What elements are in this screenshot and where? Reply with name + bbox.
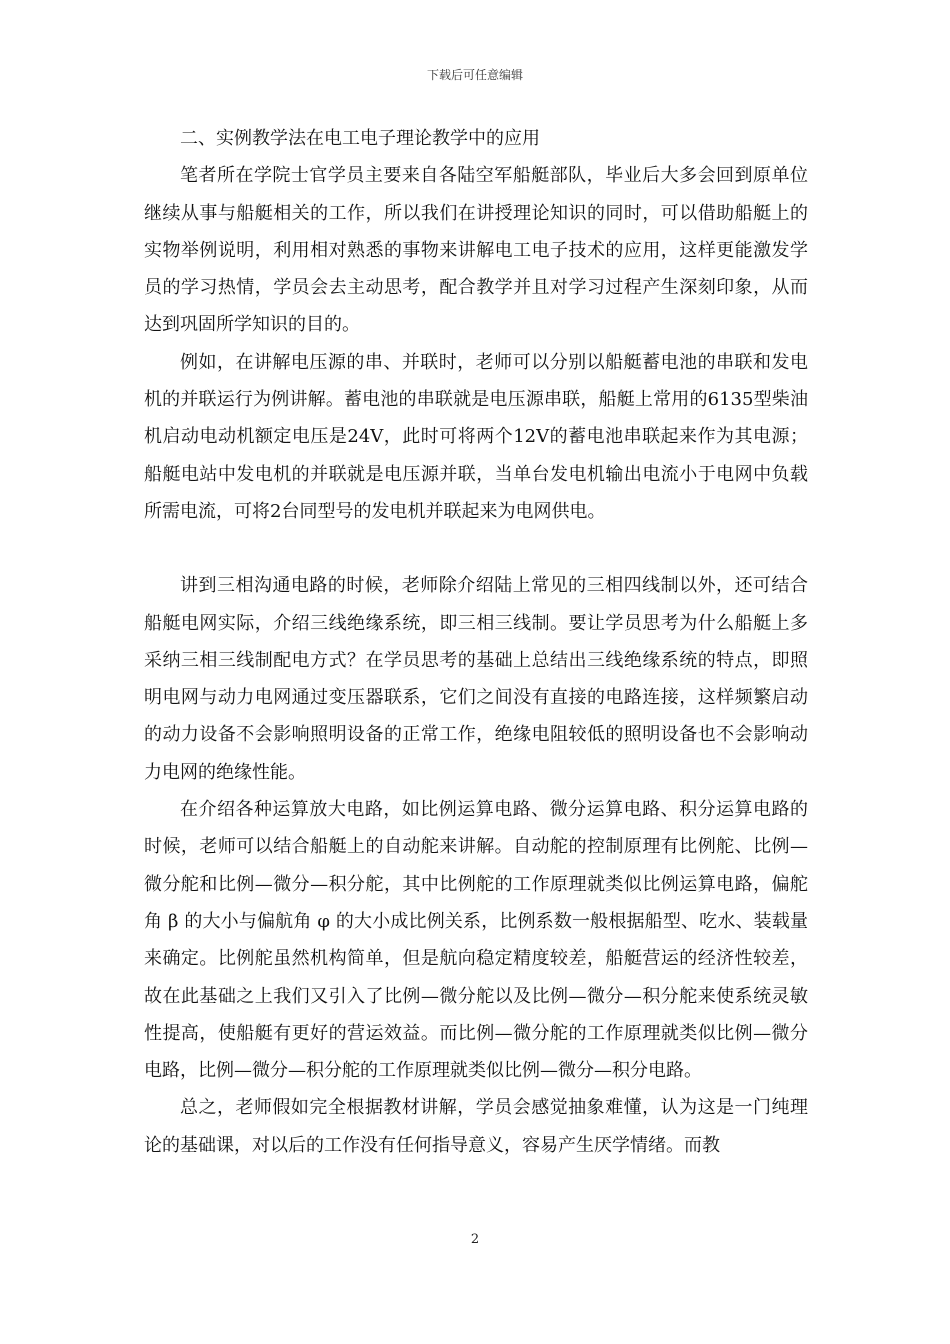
paragraph-5: 总之，老师假如完全根据教材讲解，学员会感觉抽象难懂，认为这是一门纯理论的基础课，对以后的工作没有任何指导意义，容易产生厌学情绪。而教 [144,1097,808,1156]
paragraph-4: 在介绍各种运算放大电路，如比例运算电路、微分运算电路、积分运算电路的时候，老师可以结合船艇上的自动舵来讲解。自动舵的控制原理有比例舵、比例—微分舵和比例—微分—积分舵，其中比例舵的工作原理就类似比例运算电路，偏舵角 β 的大小与偏航角 φ 的大小成比例关系，比例系数一般根据船型、吃水、装载量来确定。比例舵虽然机构简单，但是航向稳定精度较差，船艇营运的经济性较差，故在此基础之上我们又引入了比例—微分舵以及比例—微分—积分舵来使系统灵敏性提高，使船艇有更好的营运效益。而比例—微分舵的工作原理就类似比例—微分电路，比例—微分—积分舵的工作原理就类似比例—微分—积分电路。 [144,799,808,1082]
paragraph-3: 讲到三相沟通电路的时候，老师除介绍陆上常见的三相四线制以外，还可结合船艇电网实际，介绍三线绝缘系统，即三相三线制。要让学员思考为什么船艇上多采纳三相三线制配电方式？在学员思考的基础上总结出三线绝缘系统的特点，即照明电网与动力电网通过变压器联系，它们之间没有直接的电路连接，这样频繁启动的动力设备不会影响照明设备的正常工作，绝缘电阻较低的照明设备也不会影响动力电网的绝缘性能。 [144,575,808,783]
paragraph-1: 笔者所在学院士官学员主要来自各陆空军船艇部队，毕业后大多会回到原单位继续从事与船艇相关的工作，所以我们在讲授理论知识的同时，可以借助船艇上的实物举例说明，利用相对熟悉的事物来讲解电工电子技术的应用，这样更能激发学员的学习热情，学员会去主动思考，配合教学并且对学习过程产生深刻印象，从而达到巩固所学知识的目的。 [144,165,808,336]
document-body [144,120,808,1164]
page-header: 下载后可任意编辑 [426,68,523,82]
paragraph-gap [144,530,808,567]
paragraph-2: 例如，在讲解电压源的串、并联时，老师可以分别以船艇蓄电池的串联和发电机的并联运行为例讲解。蓄电池的串联就是电压源串联，船艇上常用的6135型柴油机启动电动机额定电压是24V，此时可将两个12V的蓄电池串联起来作为其电源；船艇电站中发电机的并联就是电压源并联，当单台发电机输出电流小于电网中负载所需电流，可将2台同型号的发电机并联起来为电网供电。 [144,351,808,522]
page-number: 2 [470,1232,480,1247]
section-heading: 二、实例教学法在电工电子理论教学中的应用 [180,128,540,149]
